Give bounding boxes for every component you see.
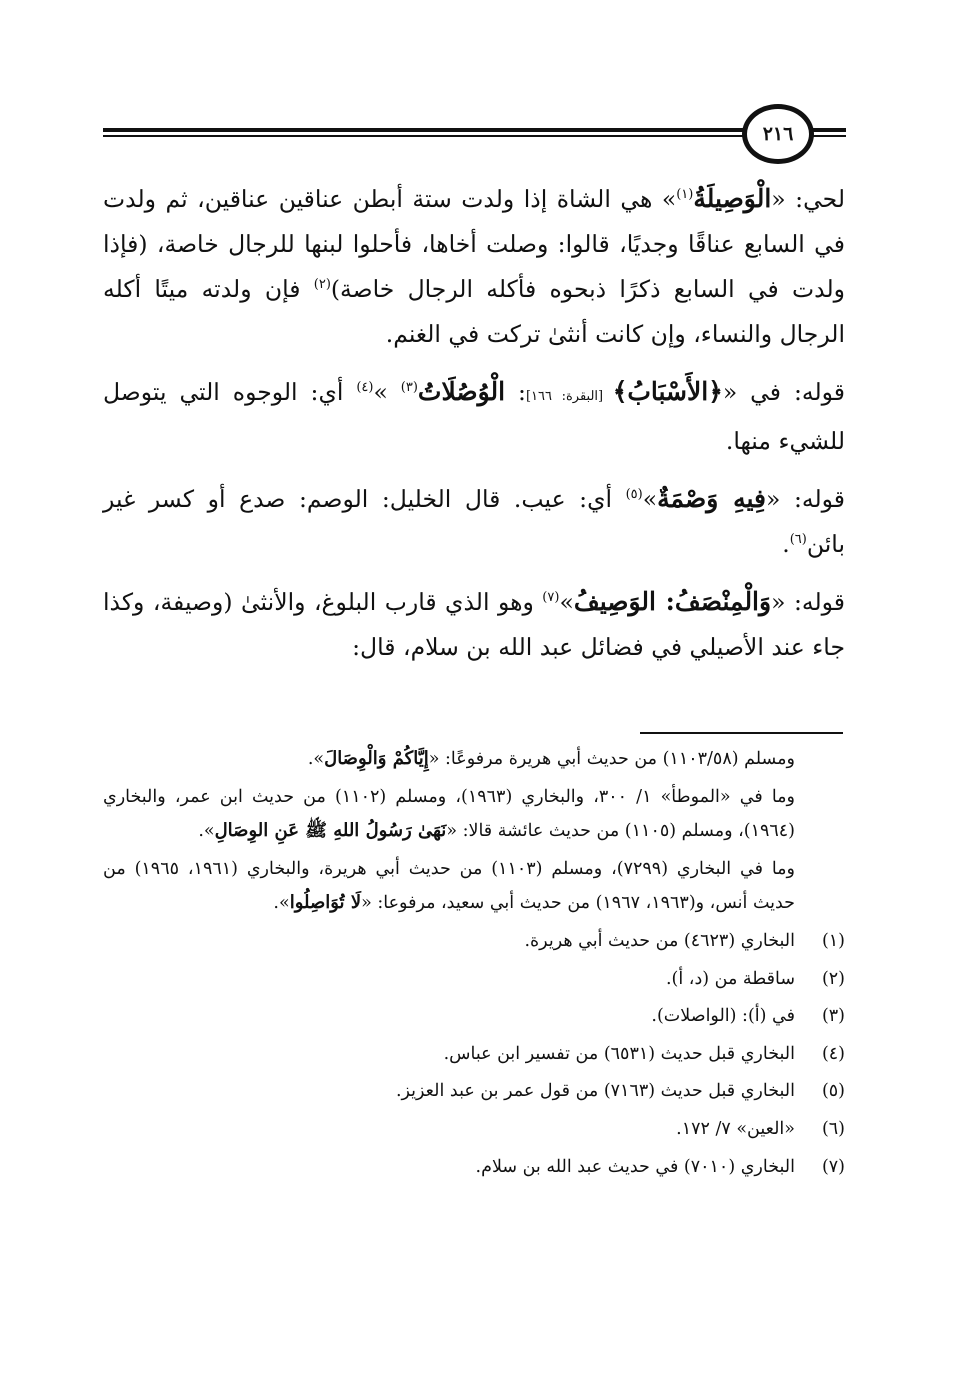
footnote-3: (٣) في (أ): (الواصلات). <box>651 1006 845 1027</box>
term-minsaf: وَالْمِنْصَفُ: الوَصِيفُ <box>573 587 772 616</box>
footnote-ref-5[interactable]: (٥) <box>625 487 643 503</box>
paragraph-4: قوله: «وَالْمِنْصَفُ: الوَصِيفُ»$^{(٧)}$ وهو الذي قارب البلوغ، والأنثىٰ (وصيفة، وكذا جاء عند الأصيلي في فضائل عبد الله بن سلام، قال: <box>103 587 845 661</box>
footnote-continued-2: وما في «الموطأ» ١/ ٣٠٠، والبخاري (١٩٦٣)، ومسلم (١١٠٢) من حديث ابن عمر، والبخاري (١٩٦٤)، ومسلم (١١٠٥) من حديث عائشة قالا: «نَهَىٰ رَسُولُ اللهِ ﷺ عَنِ الوِصَالِ». <box>103 787 795 841</box>
term-wasila: الْوَصِيلَةُ <box>693 184 772 213</box>
footnote-ref-1[interactable]: (١) <box>676 187 694 203</box>
footnote-continued-3: وما في البخاري (٧٢٩٩)، ومسلم (١١٠٣) من حديث أبي هريرة، والبخاري (١٩٦١، ١٩٦٥) من حديث أنس، و(١٩٦٣، ١٩٦٧) من حديث أبي سعيد، مرفوعا: «لَا تُوَاصِلُوا». <box>103 859 795 913</box>
footnote-7: (٧) البخاري (٧٠١٠) في حديث عبد الله بن سلام. <box>475 1156 845 1177</box>
footnotes-area <box>103 742 845 1187</box>
footnote-4: (٤) البخاري قبل حديث (٦٥٣١) من تفسير ابن عباس. <box>443 1043 845 1064</box>
paragraph-3: قوله: «فِيهِ وَصْمَةٌ»$^{(٥)}$ أي: عيب. قال الخليل: الوصم: صدع أو كسر غير بائن$^{(٦)}$. <box>103 484 846 558</box>
footnote-ref-3[interactable]: (٣) <box>400 380 418 396</box>
footnote-separator <box>640 732 843 734</box>
footnote-ref-6[interactable]: (٦) <box>789 532 807 548</box>
term-asbab: ﴿الأَسْبَابُ﴾ <box>612 377 723 406</box>
footnote-1: (١) البخاري (٤٦٢٣) من حديث أبي هريرة. <box>524 931 845 951</box>
footnote-6: (٦) «العين» ٧/ ١٧٢. <box>676 1118 845 1139</box>
footnote-5: (٥) البخاري قبل حديث (٧١٦٣) من قول عمر بن عبد العزيز. <box>395 1081 845 1102</box>
header-rule-left <box>103 128 804 140</box>
term-wusulat: الْوُصُلَاتُ <box>417 377 506 406</box>
quran-reference: [البقرة: ١٦٦] <box>525 389 613 404</box>
header-rule-right <box>812 128 846 140</box>
footnote-ref-7[interactable]: (٧) <box>542 590 560 606</box>
main-text <box>103 176 845 682</box>
footnote-ref-4[interactable]: (٤) <box>356 380 374 396</box>
page-number: ٢١٦ <box>742 104 814 164</box>
footnote-ref-2[interactable]: (٢) <box>313 277 331 293</box>
footnote-2: (٢) ساقطة من (د، أ). <box>665 968 845 989</box>
footnote-continued-1: ومسلم (١١٠٣/٥٨) من حديث أبي هريرة مرفوعًا: «إِيَّاكُمْ وَالْوِصَالَ». <box>307 748 795 769</box>
paragraph-1: لحي: «الْوَصِيلَةُ$^{(١)}$» هي الشاة إذا ولدت ستة أبطن عناقين عناقين، ثم ولدت في السابع عناقًا وجديًا، قالوا: وصلت أخاها، فأحلوا لبنها للرجال خاصة، (فإذا ولدت في السابع ذكرًا ذبحوه فأكله الرجال خاصة)$^{(٢)}$ فإن ولدته ميتًا أكله الرجال والنساء، وإن كانت أنثىٰ تركت في الغنم. <box>103 184 846 348</box>
term-wasma: فِيهِ وَصْمَةٌ <box>657 484 766 513</box>
paragraph-2: قوله: في «﴿الأَسْبَابُ﴾ [البقرة: ١٦٦]: الْوُصُلَاتُ$^{(٣)}$ »$^{(٤)}$ أي: الوجوه التي يتوصل للشيء منها. <box>103 377 845 455</box>
